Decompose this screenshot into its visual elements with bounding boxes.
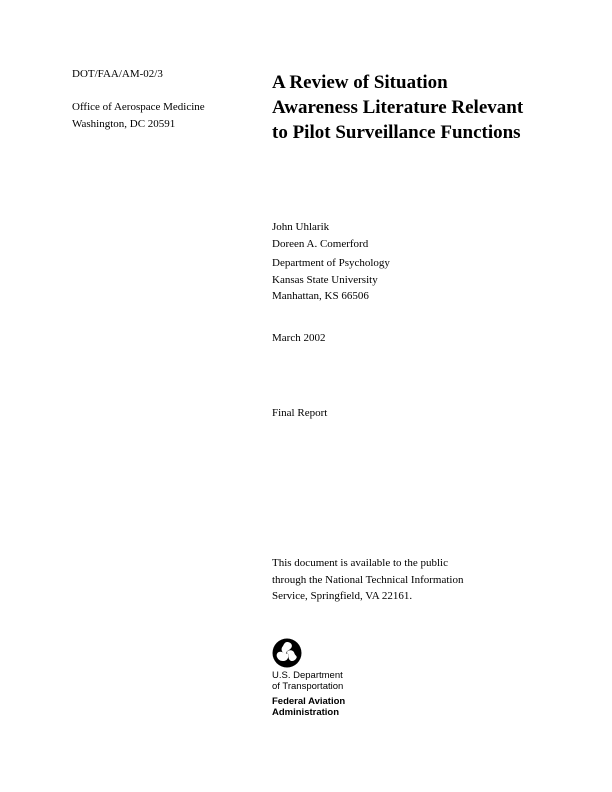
authors [272, 219, 368, 252]
affiliation [272, 255, 390, 305]
title-line: to Pilot Surveillance Functions [272, 122, 521, 143]
availability-line: through the National Technical Information [272, 573, 464, 586]
administration-line: Federal Aviation [272, 696, 346, 707]
report-date: March 2002 [272, 332, 326, 344]
dot-triskelion-icon [272, 638, 302, 668]
availability-line: Service, Springfield, VA 22161. [272, 590, 413, 602]
title-line: Awareness Literature Relevant [272, 97, 524, 118]
agency-logo [272, 638, 392, 718]
availability-statement [272, 555, 463, 605]
administration-line: Administration [272, 706, 340, 718]
affiliation-line: Manhattan, KS 66506 [272, 290, 369, 302]
report-number: DOT/FAA/AM-02/3 [72, 68, 163, 80]
affiliation-line: Department of Psychology [272, 257, 390, 269]
department-line: U.S. Department [272, 670, 343, 681]
report-type: Final Report [272, 407, 328, 419]
affiliation-line: Kansas State University [272, 273, 378, 286]
office-line: Washington, DC 20591 [72, 118, 176, 130]
author-name: Doreen A. Comerford [272, 237, 369, 250]
report-title [272, 70, 572, 145]
availability-line: This document is available to the public [272, 557, 448, 569]
office-line: Office of Aerospace Medicine [72, 101, 205, 113]
author-name: John Uhlarik [272, 221, 330, 233]
left-column [72, 66, 242, 133]
office-address [72, 99, 242, 133]
agency-name [272, 671, 392, 718]
title-line: A Review of Situation [272, 72, 448, 93]
department-line: of Transportation [272, 680, 344, 692]
